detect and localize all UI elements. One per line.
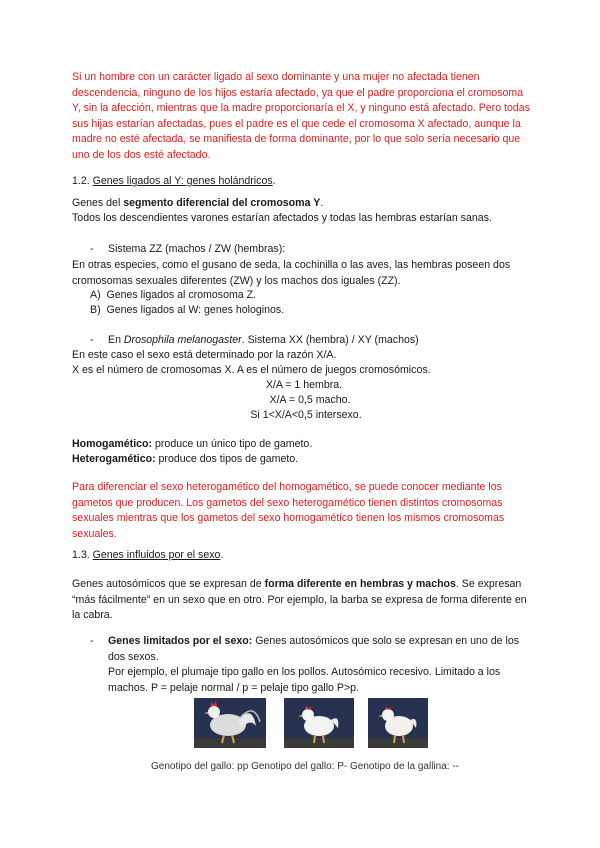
section-1-2-title: Genes ligados al Y: genes holándricos [92,175,273,187]
ratio-macho: X/A = 0,5 macho. [269,394,351,406]
droso-post: . Sistema XX (hembra) / XY (machos) [241,334,419,346]
zz-item-a-text: Genes ligados al cromosoma Z. [106,289,257,301]
autosomicos-post: . Se expresan “más fácilmente” en un sexo que en otro. Por ejemplo, la barba se expresa de forma diferente en la cabra. [72,578,527,622]
section-1-2-end: . [272,175,276,187]
descendientes-line: Todos los descendientes varones estarían afectados y todas las hembras estarían sanas. [72,212,492,224]
droso-line-1: En este caso el sexo está determinado por la razón X/A. [72,349,337,361]
droso-species: Drosophila melanogaster [123,334,242,346]
homogametico-label: Homogamético: [72,438,153,450]
section-1-2-number: 1.2. [72,175,93,187]
section-1-2-heading [72,174,532,190]
zz-list-item [90,303,284,319]
droso-pre: En [108,334,124,346]
genes-segment-bold: segmento diferencial del cromosoma Y [123,197,321,209]
autosomicos-bold: forma diferente en hembras y machos [264,578,456,590]
droso-title [108,333,538,349]
zz-list-item [90,288,256,304]
limitados-text: Genes autosómicos que solo se expresan en uno de los dos sexos. [108,635,520,663]
limitados-dash: - [90,635,94,647]
limitados-paragraph [108,634,538,665]
zz-item-a-marker: A) [90,289,101,301]
zz-item-b-marker: B) [90,304,101,316]
ratio-hembra: X/A = 1 hembra. [265,379,343,391]
homogametico-line [72,437,532,453]
section-1-3-number: 1.3. [72,549,93,561]
heterogametico-line [72,452,532,468]
droso-line-2: X es el número de cromosomas X. A es el número de juegos cromosómicos. [72,364,431,376]
zz-item-b-text: Genes ligados al W: genes hologinos. [106,304,285,316]
homogametico-text: produce un único tipo de gameto. [152,438,313,450]
autosomicos-paragraph [72,577,532,624]
heterogametico-text: produce dos tipos de gameto. [155,453,299,465]
rooster-pp-photo [194,698,266,748]
zz-title: Sistema ZZ (machos / ZW (hembras): [108,243,286,255]
hen-photo [368,698,428,748]
gametos-red-paragraph: Para diferenciar el sexo heterogamético del homogamético, se puede conocer mediante los gametos que producen. Los gametos del sexo heterogamético tienen distintos cromosomas sexuales mientras que los gametos del sexo homogamético tienen los mismos cromosomas sexuales. [72,481,505,540]
zz-dash: - [90,243,94,255]
droso-dash: - [90,334,94,346]
genes-segment-post: . [320,197,324,209]
limitados-example: Por ejemplo, el plumaje tipo gallo en los pollos. Autosómico recesivo. Limitado a los machos. P = pelaje normal / p = pelaje tipo gallo P>p. [108,666,501,694]
rooster-p-photo [284,698,354,748]
photos-caption: Genotipo del gallo: pp Genotipo del gallo: P- Genotipo de la gallina: -- [151,761,459,772]
limitados-label: Genes limitados por el sexo: [108,635,253,647]
genes-segment-line [72,196,532,212]
heterogametico-label: Heterogamético: [72,453,156,465]
section-1-3-heading [72,548,532,564]
ratio-intersexo: Si 1<X/A<0,5 intersexo. [250,409,362,421]
zz-paragraph: En otras especies, como el gusano de seda, la cochinilla o las aves, las hembras poseen dos cromosomas sexuales diferentes (ZW) y los machos dos iguales (ZZ). [72,259,511,287]
intro-red-paragraph: Si un hombre con un carácter ligado al sexo dominante y una mujer no afectada tienen descendencia, ninguno de los hijos estaría afectado, ya que el padre proporciona el cromosoma Y, sin la afección, mientras que la madre proporcionaría el X, y ninguno está afectado. Pero todas sus hijas estarían afectadas, pues el padre es el que cede el cromosoma X afectado, aunque la madre no esté afectada, se manifiesta de forma dominante, por lo que solo sería necesario que uno de los dos esté afectado. [72,71,530,161]
section-1-3-end: . [220,549,224,561]
autosomicos-pre: Genes autosómicos que se expresan de [72,578,265,590]
section-1-3-title: Genes influidos por el sexo [92,549,221,561]
genes-segment-pre: Genes del [72,197,124,209]
